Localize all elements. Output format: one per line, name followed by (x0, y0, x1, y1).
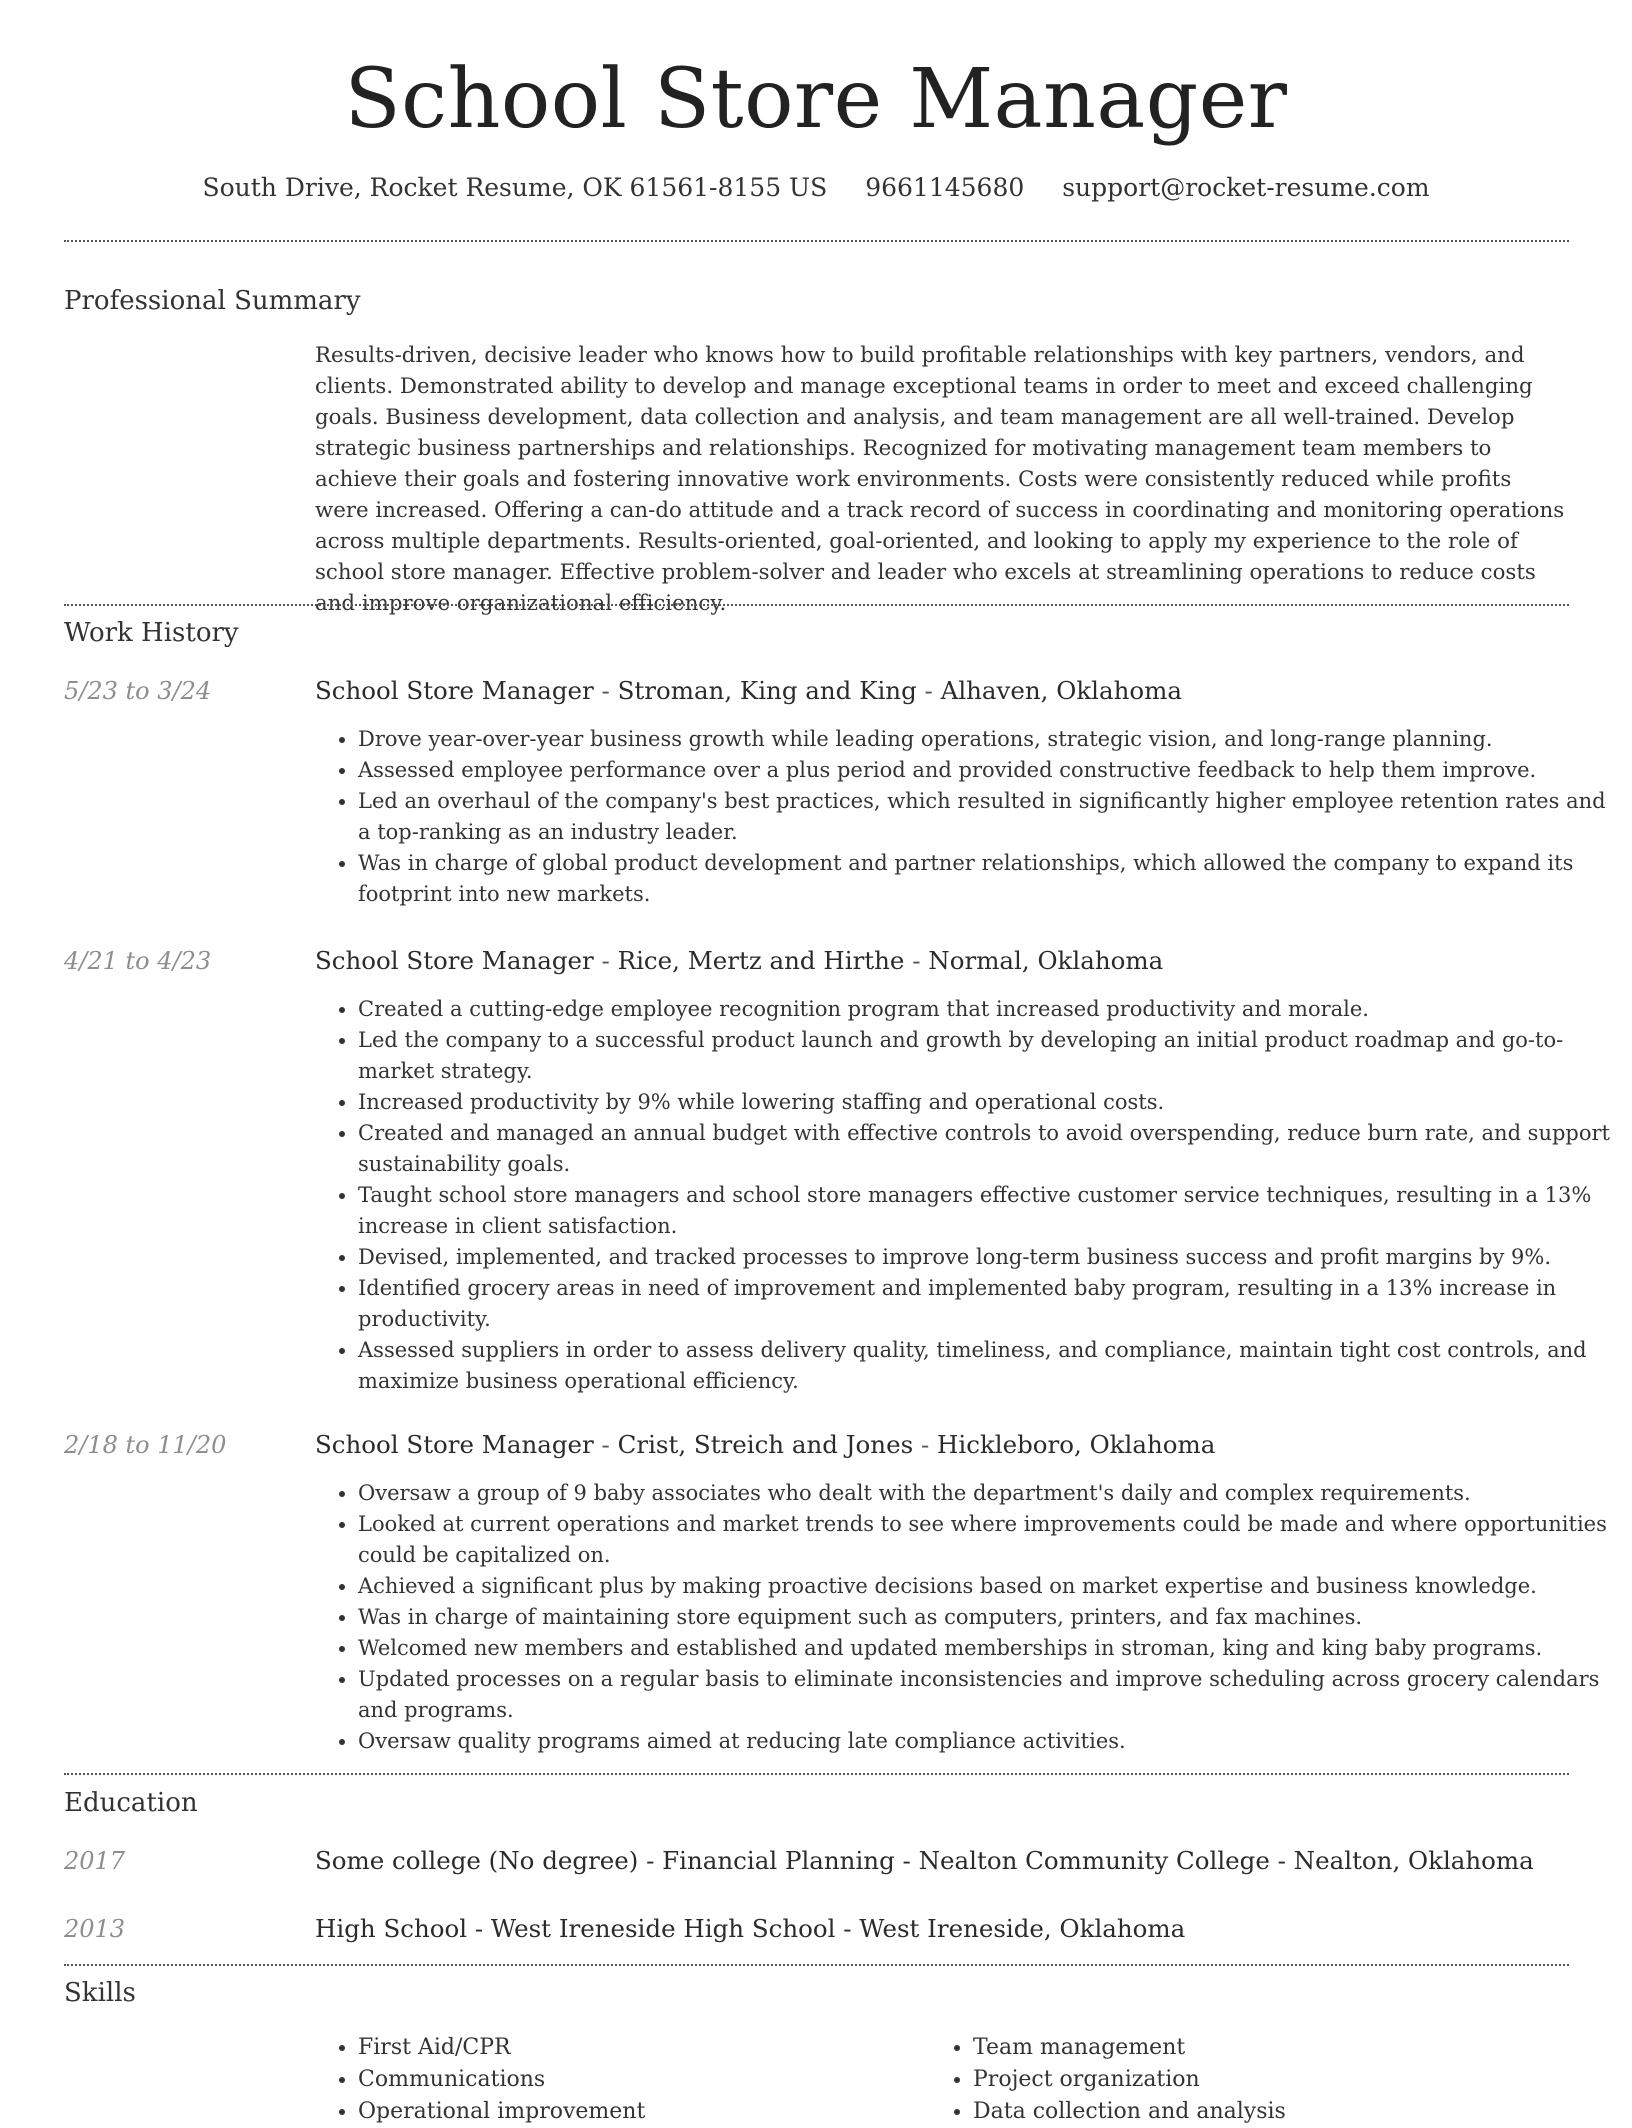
job-bullet: • Led an overhaul of the company's best practices, which resulted in significantly higher employee retention rates and a top-ranking as an industry leader. (358, 786, 1613, 848)
job-dates: 4/21 to 4/23 (64, 947, 212, 975)
contact-phone: 9661145680 (865, 173, 1025, 202)
skill-item: • Data collection and analysis (973, 2096, 1286, 2128)
education-year: 2017 (64, 1847, 126, 1875)
education-line: Some college (No degree) - Financial Planning - Nealton Community College - Nealton, Oklahoma (315, 1846, 1534, 1875)
job-bullet: • Devised, implemented, and tracked processes to improve long-term business success and profit margins by 9%. (358, 1242, 1613, 1273)
job-location: Normal, Oklahoma (928, 946, 1164, 975)
job-heading: School Store Manager - Rice, Mertz and Hirthe - Normal, Oklahoma (315, 946, 1164, 975)
job-location: Alhaven, Oklahoma (940, 676, 1182, 705)
job-dates: 2/18 to 11/20 (64, 1431, 227, 1459)
job-bullet: • Updated processes on a regular basis to eliminate inconsistencies and improve scheduling across grocery calendars and programs. (358, 1664, 1613, 1726)
divider (64, 604, 1569, 606)
job-bullet: • Oversaw a group of 9 baby associates who dealt with the department's daily and complex requirements. (358, 1478, 1613, 1509)
job-bullets (315, 724, 1613, 910)
job-title: School Store Manager (315, 676, 594, 705)
job-bullet: • Led the company to a successful product launch and growth by developing an initial product roadmap and go-to-market strategy. (358, 1025, 1613, 1087)
section-title-work-history: Work History (64, 618, 239, 648)
job-bullet: • Assessed employee performance over a plus period and provided constructive feedback to help them improve. (358, 755, 1613, 786)
job-bullet: • Increased productivity by 9% while lowering staffing and operational costs. (358, 1087, 1613, 1118)
resume-title: School Store Manager (344, 52, 1288, 147)
job-bullet: • Achieved a significant plus by making proactive decisions based on market expertise and business knowledge. (358, 1571, 1613, 1602)
job-bullet: • Drove year-over-year business growth while leading operations, strategic vision, and long-range planning. (358, 724, 1613, 755)
job-bullet: • Created a cutting-edge employee recognition program that increased productivity and morale. (358, 994, 1613, 1025)
job-title: School Store Manager (315, 946, 594, 975)
divider (64, 1964, 1569, 1966)
job-company: Rice, Mertz and Hirthe (617, 946, 905, 975)
skill-item: • Project organization (973, 2064, 1286, 2096)
skill-item: • Team management (973, 2032, 1286, 2064)
skills-list-right (930, 2032, 1286, 2128)
skills-list-left (315, 2032, 645, 2128)
divider (64, 1773, 1569, 1775)
job-bullet: • Oversaw quality programs aimed at reducing late compliance activities. (358, 1726, 1613, 1757)
job-bullet: • Identified grocery areas in need of improvement and implemented baby program, resulting in a 13% increase in productivity. (358, 1273, 1613, 1335)
job-bullet: • Welcomed new members and established and updated memberships in stroman, king and king baby programs. (358, 1633, 1613, 1664)
job-bullet: • Assessed suppliers in order to assess delivery quality, timeliness, and compliance, maintain tight cost controls, and maximize business operational efficiency. (358, 1335, 1613, 1397)
job-bullet: • Looked at current operations and market trends to see where improvements could be made and where opportunities could be capitalized on. (358, 1509, 1613, 1571)
contact-line (0, 170, 1632, 206)
job-bullet: • Taught school store managers and school store managers effective customer service techniques, resulting in a 13% increase in client satisfaction. (358, 1180, 1613, 1242)
skill-item: • Communications (358, 2064, 645, 2096)
section-title-skills: Skills (64, 1978, 136, 2008)
job-bullets (315, 1478, 1613, 1757)
section-title-summary: Professional Summary (64, 286, 361, 316)
skill-item: • Operational improvement (358, 2096, 645, 2128)
job-dates: 5/23 to 3/24 (64, 677, 212, 705)
job-company: Crist, Streich and Jones (617, 1430, 914, 1459)
job-bullets (315, 994, 1613, 1397)
job-bullet: • Was in charge of maintaining store equipment such as computers, printers, and fax machines. (358, 1602, 1613, 1633)
job-company: Stroman, King and King (617, 676, 917, 705)
contact-address: South Drive, Rocket Resume, OK 61561-8155 US (202, 173, 828, 202)
job-bullet: • Was in charge of global product development and partner relationships, which allowed the company to expand its footprint into new markets. (358, 848, 1613, 910)
job-title: School Store Manager (315, 1430, 594, 1459)
job-heading: School Store Manager - Stroman, King and King - Alhaven, Oklahoma (315, 676, 1182, 705)
job-location: Hickleboro, Oklahoma (937, 1430, 1216, 1459)
job-bullet: • Created and managed an annual budget with effective controls to avoid overspending, reduce burn rate, and support sustainability goals. (358, 1118, 1613, 1180)
summary-text: Results-driven, decisive leader who knows how to build profitable relationships with key partners, vendors, and clients. Demonstrated ability to develop and manage exceptional teams in order to meet and exceed challenging goals. Business development, data collection and analysis, and team management are all well-trained. Develop strategic business partnerships and relationships. Recognized for motivating management team members to achieve their goals and fostering innovative work environments. Costs were consistently reduced while profits were increased. Offering a can-do attitude and a track record of success in coordinating and monitoring operations across multiple departments. Results-oriented, goal-oriented, and looking to apply my experience to the role of school store manager. Effective problem-solver and leader who excels at streamlining operations to reduce costs and improve organizational efficiency. (315, 343, 1565, 616)
contact-email: support@rocket-resume.com (1062, 173, 1430, 202)
skill-item: • First Aid/CPR (358, 2032, 645, 2064)
divider (64, 240, 1569, 242)
education-year: 2013 (64, 1915, 126, 1943)
section-title-education: Education (64, 1788, 198, 1818)
education-line: High School - West Ireneside High School - West Ireneside, Oklahoma (315, 1914, 1186, 1943)
job-heading: School Store Manager - Crist, Streich and Jones - Hickleboro, Oklahoma (315, 1430, 1216, 1459)
